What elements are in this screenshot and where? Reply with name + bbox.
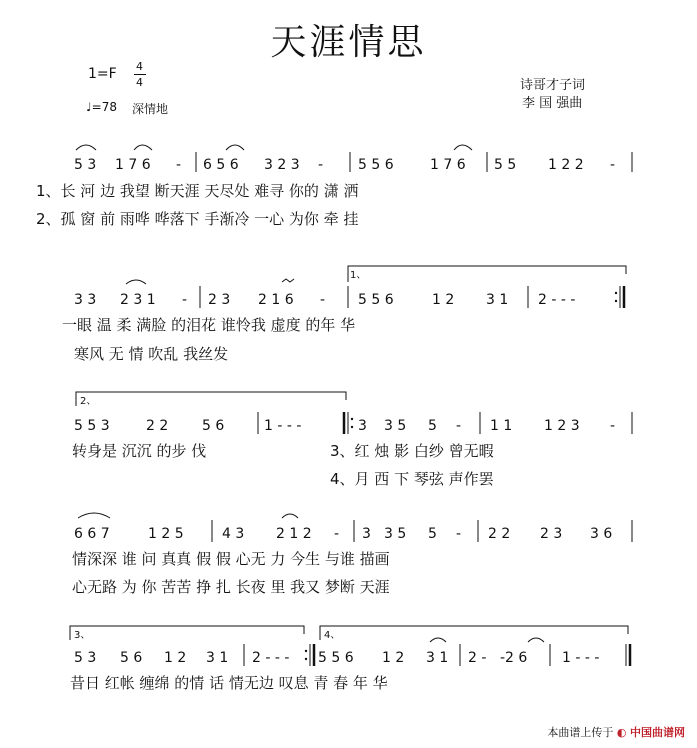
note-group: 3 1	[206, 650, 229, 666]
note-group: 5 6	[202, 418, 225, 434]
volta-bracket	[70, 626, 304, 640]
note-group: -	[610, 418, 616, 434]
lyric-verse-2: 2、孤 窗 前 雨哗 哗落下 手渐冷 一心 为你 牵 挂	[36, 210, 359, 228]
note-group: -	[456, 418, 462, 434]
slur	[134, 145, 152, 150]
note-group: 2 1 6	[258, 292, 294, 308]
volta-bracket	[320, 626, 628, 640]
slur	[78, 513, 110, 518]
note-group: 1 2 5	[148, 526, 184, 542]
note-group: -	[610, 157, 616, 173]
score-line-1	[36, 145, 632, 228]
note-group: 1 2	[164, 650, 187, 666]
slur	[528, 638, 544, 642]
slur	[430, 638, 446, 642]
note-group: 1 2	[382, 650, 405, 666]
note-group: 2 3 1	[120, 292, 156, 308]
note-group: 3	[358, 418, 367, 434]
note-group: 3 2 3	[264, 157, 300, 173]
note-group: -	[176, 157, 182, 173]
note-group: 3 3	[74, 292, 97, 308]
note-group: 5 6	[120, 650, 143, 666]
ornament	[282, 279, 294, 282]
composer-credit: 李 国 强曲	[522, 96, 583, 111]
note-group: 4 3	[222, 526, 245, 542]
note-group: 2 3	[540, 526, 563, 542]
lyric-verse-1: 昔日 红帐 缠绵 的情 话 情无边 叹息 青 春 年 华	[70, 674, 388, 692]
note-group: -	[318, 157, 324, 173]
volta-bracket	[348, 266, 626, 282]
lyric-verse-3: 3、红 烛 影 白纱 曾无暇	[330, 442, 494, 460]
note-group: 2 3	[208, 292, 231, 308]
note-group: 3 6	[590, 526, 613, 542]
slur	[282, 514, 298, 518]
tempo-marking: ♩=78	[86, 100, 117, 114]
note-group: 1 2 2	[548, 157, 584, 173]
note-group: 3 5	[384, 526, 407, 542]
note-group: -	[456, 526, 462, 542]
lyric-verse-2: 寒风 无 情 吹乱 我丝发	[74, 345, 229, 363]
note-group: 3	[362, 526, 371, 542]
lyric-verse-1: 情深深 谁 问 真真 假 假 心无 力 今生 与谁 描画	[72, 550, 390, 568]
page-title: 天涯情思	[270, 22, 427, 63]
note-group: 3 1	[486, 292, 509, 308]
note-group: 2 1 2	[276, 526, 312, 542]
note-group: 3 1	[426, 650, 449, 666]
note-group: 2 2	[146, 418, 169, 434]
score-line-3	[72, 392, 632, 488]
volta-label: 2、	[80, 396, 97, 407]
site-logo-icon: ◐	[616, 726, 627, 739]
note-group: 5 5 6	[358, 157, 394, 173]
repeat-dot	[305, 650, 307, 652]
footer-credit	[547, 724, 685, 740]
repeat-dot	[351, 418, 353, 420]
note-group: 6 5 6	[203, 157, 239, 173]
volta-label: 4、	[324, 630, 341, 641]
slur	[226, 145, 244, 150]
note-group: -	[182, 292, 188, 308]
lyricist-credit: 诗哥才子词	[520, 78, 586, 93]
note-group: 1 - - -	[264, 418, 302, 434]
note-group: 5	[428, 526, 437, 542]
note-group: 5 5 6	[318, 650, 354, 666]
footer-prefix: 本曲谱上传于	[547, 726, 614, 739]
slur	[126, 280, 146, 284]
note-group: 1 1	[490, 418, 513, 434]
repeat-dot	[305, 658, 307, 660]
note-group: 5 3	[74, 157, 97, 173]
note-group: 5 3	[74, 650, 97, 666]
time-signature-bottom: 4	[136, 76, 143, 89]
note-group: -2 6	[500, 650, 528, 666]
note-group: -	[320, 292, 326, 308]
note-group: -	[334, 526, 340, 542]
note-group: 1 2 3	[544, 418, 580, 434]
note-group: 5	[428, 418, 437, 434]
footer-brand[interactable]: 中国曲谱网	[630, 726, 685, 739]
volta-label: 3、	[74, 630, 91, 641]
score-line-5	[70, 626, 630, 692]
note-group: 5 5 6	[358, 292, 394, 308]
slur	[454, 145, 472, 150]
repeat-dot	[615, 300, 617, 302]
slur	[76, 145, 96, 150]
note-group: 5 5	[494, 157, 517, 173]
score-line-2	[62, 266, 626, 363]
lyric-verse-1: 转身是 沉沉 的步 伐	[72, 442, 207, 460]
repeat-dot	[351, 426, 353, 428]
lyric-verse-1: 一眼 温 柔 满脸 的泪花 谁怜我 虚度 的年 华	[62, 316, 356, 334]
note-group: 2 - - -	[538, 292, 576, 308]
note-group: 2 -	[468, 650, 487, 666]
lyric-verse-1: 1、长 河 边 我望 断天涯 天尽处 难寻 你的 潇 洒	[36, 182, 359, 200]
note-group: 1 7 6	[430, 157, 466, 173]
key-signature: 1=F	[88, 66, 117, 82]
expression-marking: 深情地	[132, 102, 169, 116]
lyric-verse-4: 4、月 西 下 琴弦 声作罢	[330, 470, 494, 488]
note-group: 5 5 3	[74, 418, 110, 434]
score-line-4	[72, 513, 632, 596]
note-group: 1 - - -	[562, 650, 600, 666]
lyric-verse-2: 心无路 为 你 苦苦 挣 扎 长夜 里 我又 梦断 天涯	[72, 578, 390, 596]
note-group: 1 7 6	[115, 157, 151, 173]
note-group: 2 - - -	[252, 650, 290, 666]
repeat-dot	[615, 292, 617, 294]
note-group: 2 2	[488, 526, 511, 542]
time-signature-top: 4	[136, 60, 143, 73]
volta-label: 1、	[350, 270, 367, 281]
note-group: 3 5	[384, 418, 407, 434]
volta-bracket	[76, 392, 346, 406]
note-group: 6 6 7	[74, 526, 110, 542]
note-group: 1 2	[432, 292, 455, 308]
